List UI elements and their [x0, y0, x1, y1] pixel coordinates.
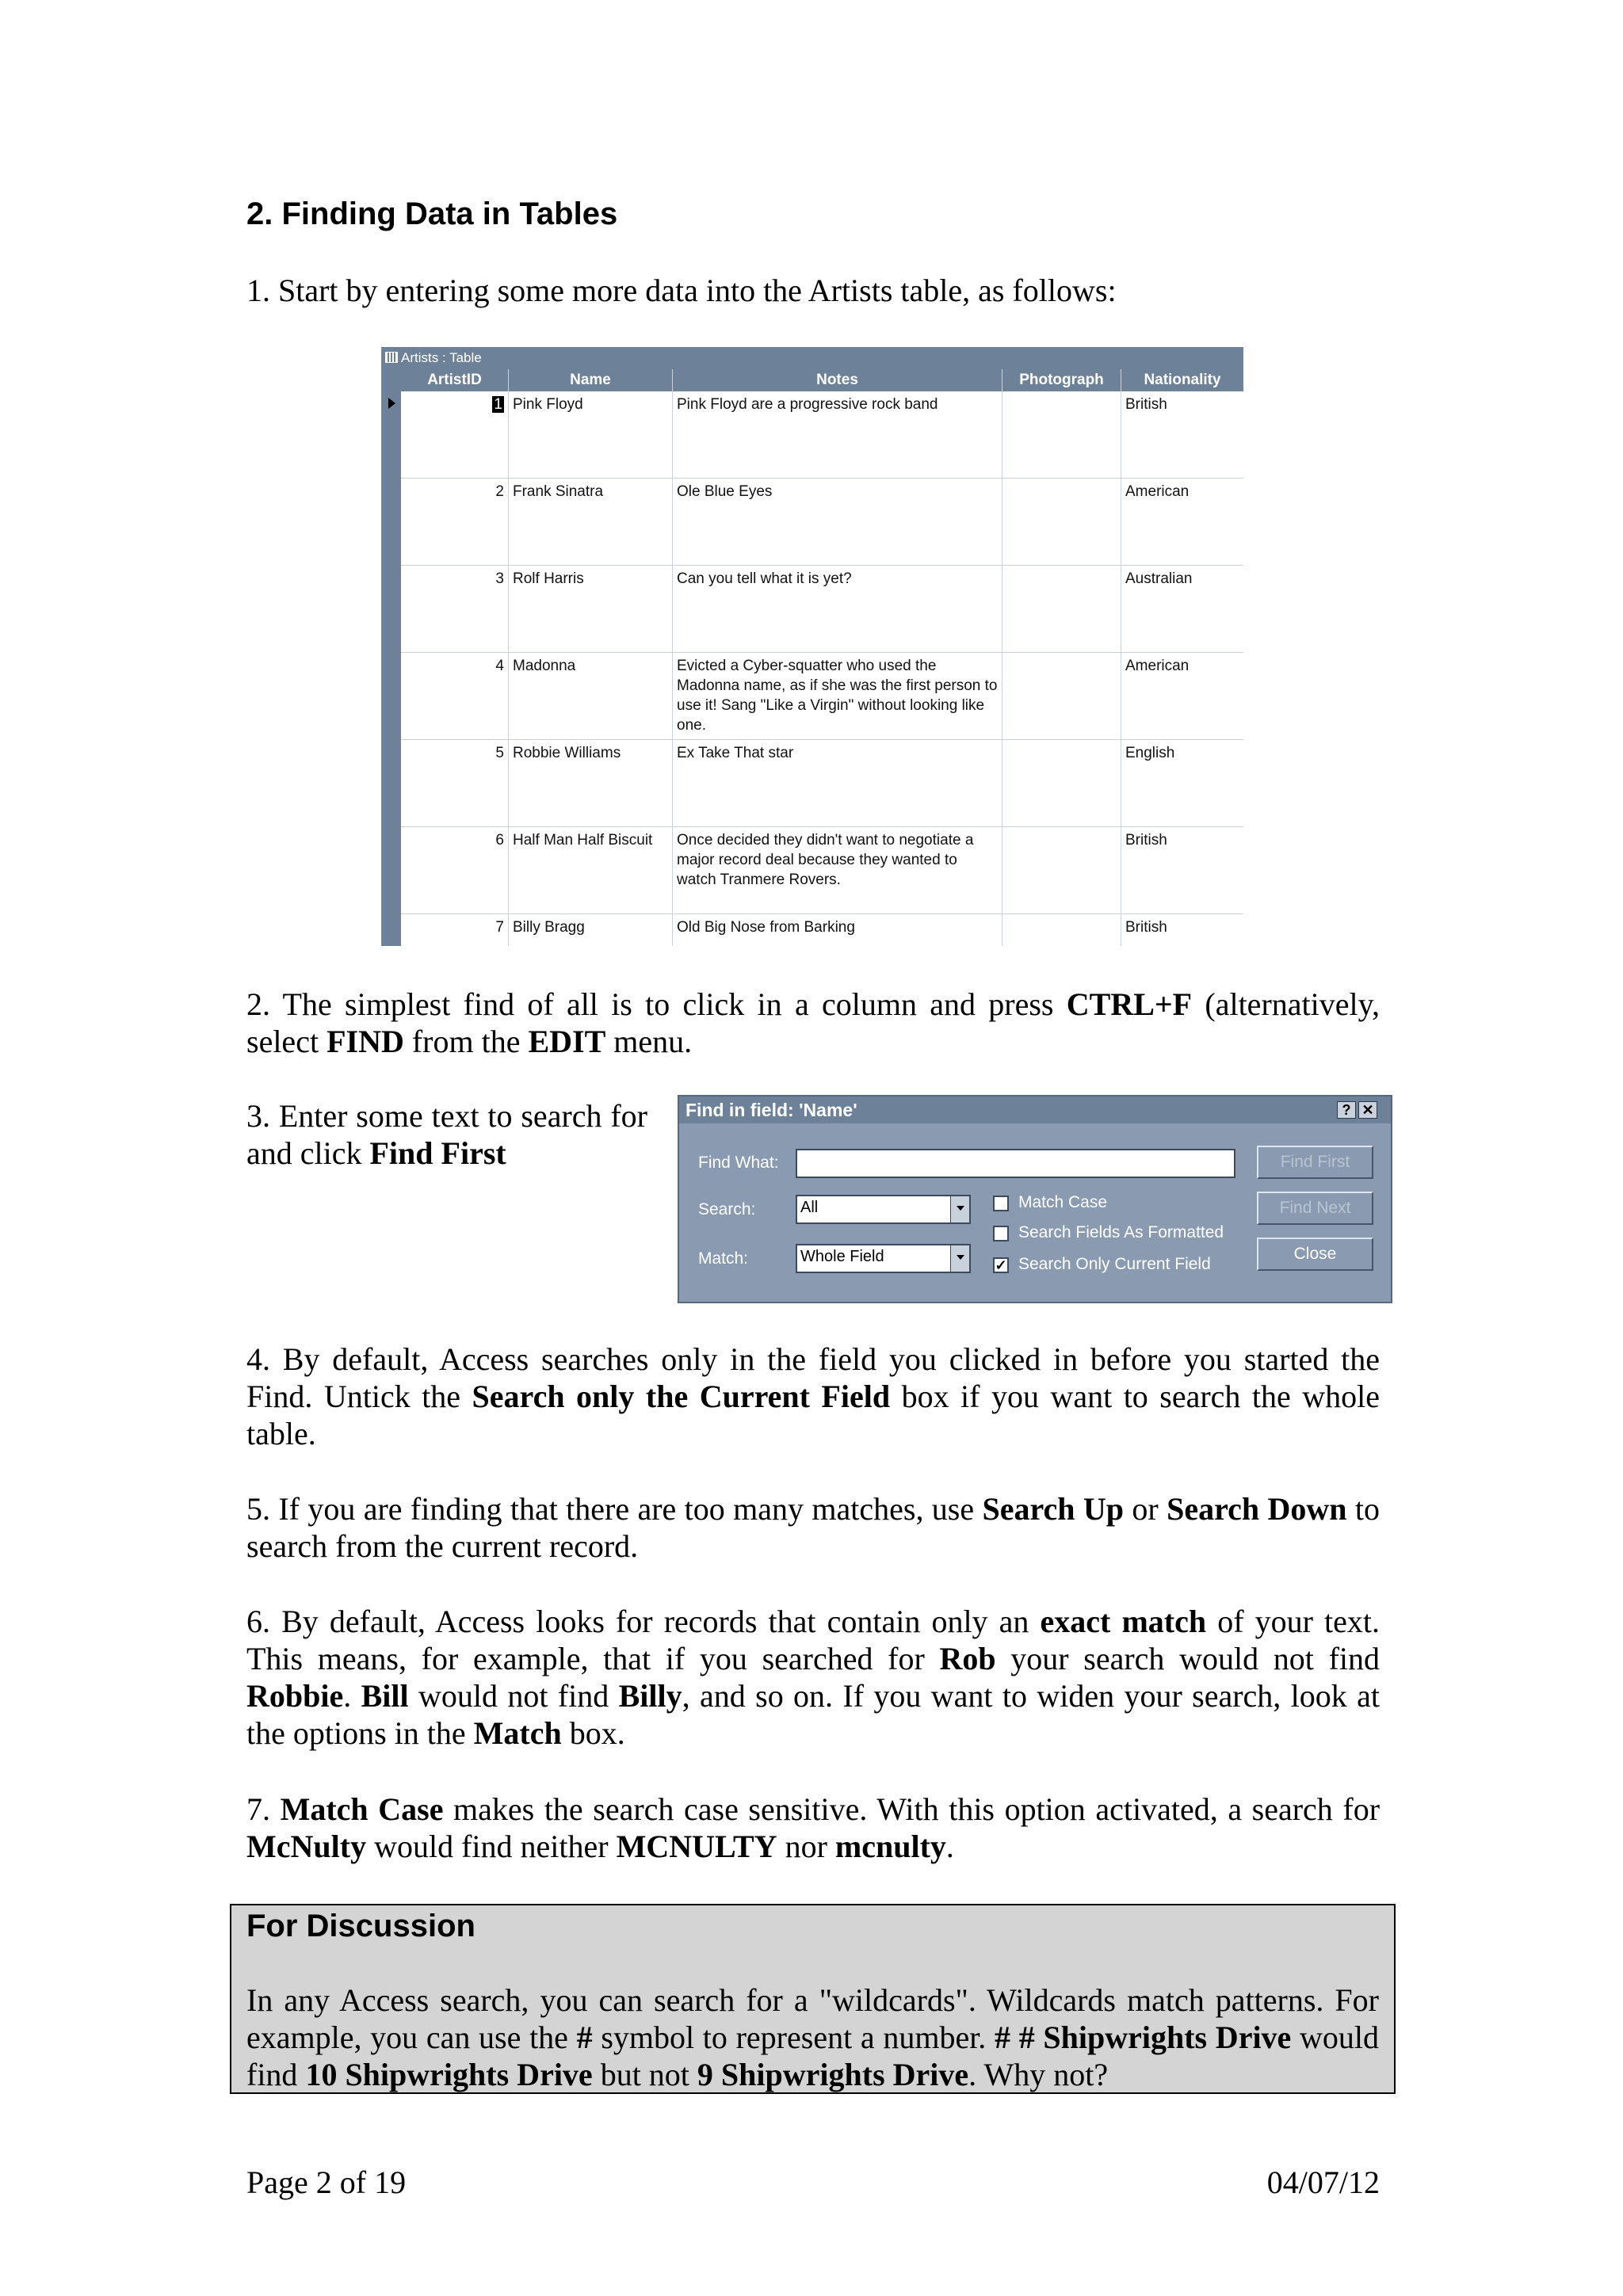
cell-artistid[interactable]: 7 — [401, 914, 509, 946]
match-label: Match: — [698, 1249, 749, 1268]
discussion-heading: For Discussion — [246, 1909, 475, 1943]
table-icon — [385, 352, 398, 363]
chevron-down-icon[interactable] — [950, 1196, 969, 1222]
cell-notes[interactable]: Old Big Nose from Barking — [673, 914, 1002, 946]
table-row[interactable] — [401, 479, 1243, 566]
discussion-text: In any Access search, you can search for a "wildcards". Wildcards match patterns. For example, you can use the # symbol to represent a number. # # Shipwrights Drive would find 10 Shipwrights Drive but not 9 Shipwrights Drive. Why not? — [246, 1982, 1380, 2092]
find-what-input[interactable] — [796, 1149, 1235, 1178]
artists-table-window — [381, 347, 1243, 946]
cell-photograph[interactable] — [1002, 653, 1121, 740]
close-button[interactable]: Close — [1257, 1238, 1373, 1271]
cell-nationality[interactable]: American — [1125, 658, 1190, 674]
cell-name[interactable]: Robbie Williams — [509, 740, 673, 827]
cell-notes[interactable]: Once decided they didn't want to negotiate a major record deal because they wanted to watch Tranmere Rovers. — [673, 827, 1002, 914]
help-button[interactable]: ? — [1337, 1101, 1356, 1119]
cell-name[interactable]: Madonna — [509, 653, 673, 740]
find-next-button[interactable]: Find Next — [1257, 1192, 1373, 1225]
table-title: Artists : Table — [401, 350, 482, 365]
cell-photograph[interactable] — [1002, 479, 1121, 566]
table-rows — [401, 391, 1243, 946]
cell-notes[interactable]: Evicted a Cyber-squatter who used the Madonna name, as if she was the first person to use it! Sang "Like a Virgin" without looking like one. — [673, 653, 1002, 740]
match-case-checkbox[interactable] — [993, 1196, 1009, 1211]
cell-nationality[interactable]: Australian — [1125, 570, 1193, 587]
step-3-text: 3. Enter some text to search for and click Find First — [246, 1098, 647, 1171]
col-header-notes[interactable]: Notes — [673, 369, 1002, 391]
col-header-photograph[interactable]: Photograph — [1002, 369, 1121, 391]
cell-photograph[interactable] — [1002, 566, 1121, 653]
cell-name[interactable]: Pink Floyd — [509, 391, 673, 479]
match-case-label: Match Case — [1018, 1193, 1108, 1211]
search-formatted-checkbox[interactable] — [993, 1226, 1009, 1241]
cell-photograph[interactable] — [1002, 740, 1121, 827]
record-selector-column[interactable] — [382, 391, 401, 946]
cell-artistid[interactable]: 4 — [401, 653, 509, 740]
cell-photograph[interactable] — [1002, 827, 1121, 914]
cell-name[interactable]: Frank Sinatra — [509, 479, 673, 566]
table-row[interactable] — [401, 566, 1243, 653]
table-row[interactable] — [401, 740, 1243, 827]
discussion-box — [230, 1904, 1396, 2094]
page-number: Page 2 of 19 — [246, 2164, 407, 2200]
footer-date: 04/07/12 — [1266, 2164, 1380, 2200]
table-row[interactable] — [401, 827, 1243, 914]
table-row[interactable] — [401, 391, 1243, 479]
cell-notes[interactable]: Pink Floyd are a progressive rock band — [673, 391, 1002, 479]
cell-name[interactable]: Billy Bragg — [509, 914, 673, 946]
col-header-artistid[interactable]: ArtistID — [401, 369, 509, 391]
step-5-text: 5. If you are finding that there are too many matches, use Search Up or Search Down to search from the current record. — [246, 1491, 1380, 1564]
chevron-down-icon[interactable] — [950, 1245, 969, 1272]
cell-name[interactable]: Half Man Half Biscuit — [509, 827, 673, 914]
cell-nationality[interactable]: American — [1125, 483, 1190, 500]
cell-nationality[interactable]: English — [1125, 745, 1175, 761]
cell-notes[interactable]: Can you tell what it is yet? — [673, 566, 1002, 653]
close-x-button[interactable]: ✕ — [1358, 1101, 1377, 1119]
match-select[interactable]: Whole Field — [796, 1244, 971, 1273]
table-header — [382, 369, 1243, 391]
table-row[interactable] — [401, 653, 1243, 740]
search-direction-select[interactable]: All — [796, 1195, 971, 1224]
cell-nationality[interactable]: British — [1125, 919, 1167, 936]
table-row[interactable] — [401, 914, 1243, 946]
cell-nationality[interactable]: British — [1125, 832, 1167, 849]
cell-artistid[interactable]: 5 — [401, 740, 509, 827]
search-current-field-checkbox[interactable]: ✓ — [993, 1257, 1009, 1273]
find-first-button[interactable]: Find First — [1257, 1146, 1373, 1179]
cell-notes[interactable]: Ex Take That star — [673, 740, 1002, 827]
search-formatted-label: Search Fields As Formatted — [1018, 1223, 1224, 1241]
current-record-pointer-icon — [388, 398, 395, 409]
search-current-field-label: Search Only Current Field — [1018, 1255, 1211, 1273]
find-what-label: Find What: — [698, 1154, 779, 1172]
col-header-name[interactable]: Name — [509, 369, 673, 391]
cell-artistid[interactable]: 3 — [401, 566, 509, 653]
step-1-text: 1. Start by entering some more data into the Artists table, as follows: — [246, 273, 1117, 308]
step-2-text: 2. The simplest find of all is to click in a column and press CTRL+F (alternatively, select FIND from the EDIT menu. — [246, 986, 1381, 1059]
cell-notes[interactable]: Ole Blue Eyes — [673, 479, 1002, 566]
cell-photograph[interactable] — [1002, 914, 1121, 946]
cell-photograph[interactable] — [1002, 391, 1121, 479]
section-heading: 2. Finding Data in Tables — [246, 196, 618, 231]
step-4-text: 4. By default, Access searches only in the field you clicked in before you started the Find. Untick the Search only the Current Field box if you want to search the whole table. — [246, 1341, 1381, 1451]
find-dialog-title: Find in field: 'Name' — [679, 1097, 1391, 1123]
cell-artistid[interactable]: 6 — [401, 827, 509, 914]
step-7-text: 7. Match Case makes the search case sensitive. With this option activated, a search for McNulty would find neither MCNULTY nor mcnulty. — [246, 1791, 1381, 1864]
table-title-bar — [382, 347, 1243, 369]
cell-artistid[interactable]: 2 — [401, 479, 509, 566]
search-label: Search: — [698, 1200, 756, 1219]
find-dialog — [678, 1095, 1392, 1303]
cell-artistid[interactable]: 1 — [401, 391, 509, 479]
cell-nationality[interactable]: British — [1125, 396, 1167, 413]
col-header-nationality[interactable]: Nationality — [1144, 372, 1221, 388]
cell-name[interactable]: Rolf Harris — [509, 566, 673, 653]
step-6-text: 6. By default, Access looks for records that contain only an exact match of your text. This means, for example, that if you searched for Rob your search would not find Robbie. Bill would not find Billy, and so on. If you want to widen your search, look at the options in the Match box. — [246, 1604, 1381, 1751]
